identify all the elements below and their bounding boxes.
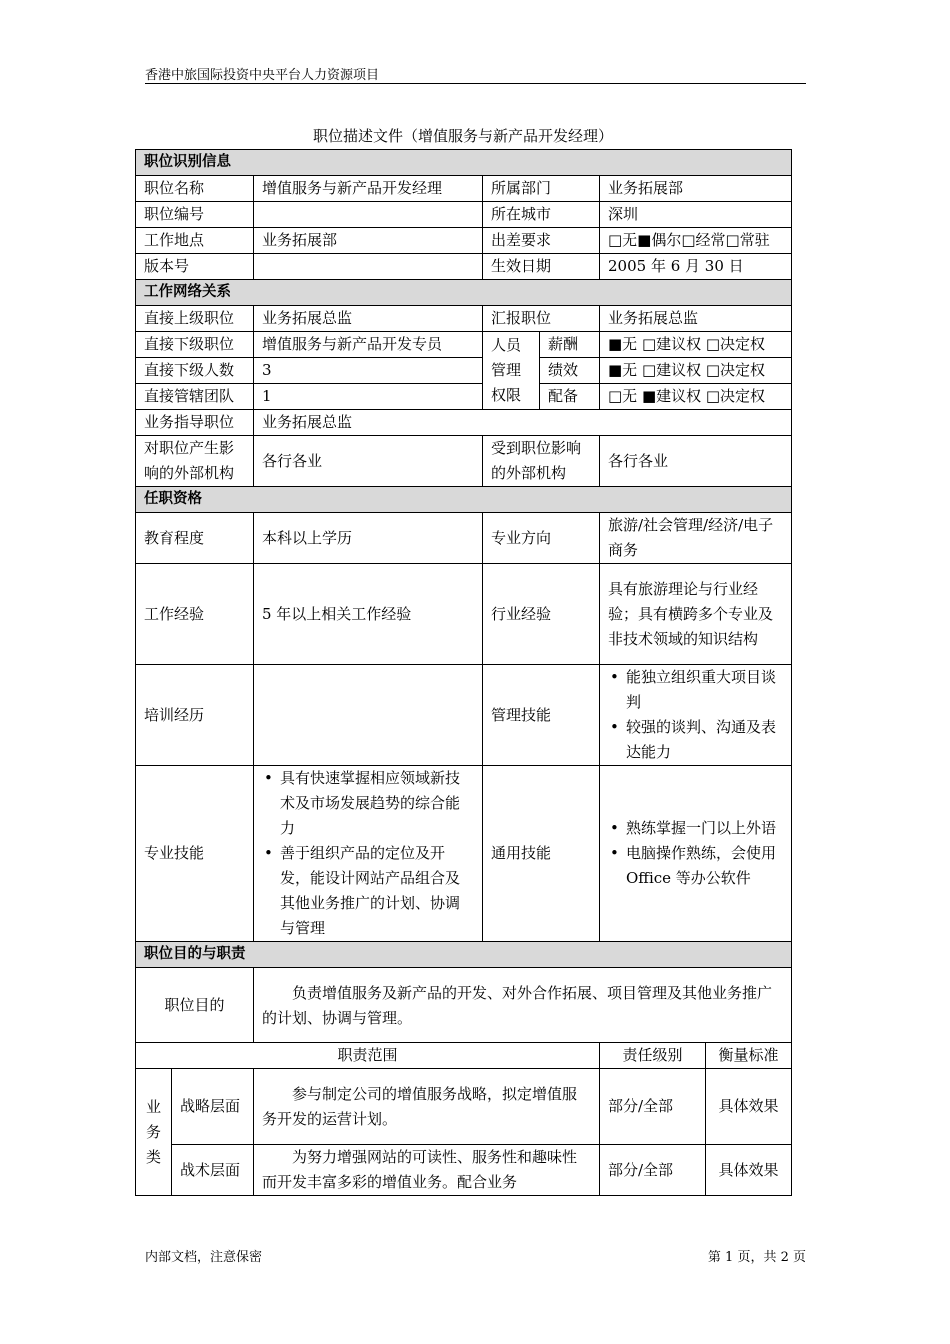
performance-value: ■无 □建议权 □决定权 xyxy=(600,358,792,384)
version-value xyxy=(254,254,483,280)
management-skill-item: • 能独立组织重大项目谈判 xyxy=(626,665,783,715)
subordinate-value: 增值服务与新产品开发专员 xyxy=(254,332,483,358)
salary-label: 薪酬 xyxy=(540,332,600,358)
professional-skill-value xyxy=(254,766,483,942)
guidance-value: 业务拓展总监 xyxy=(254,410,792,436)
header-divider xyxy=(145,83,806,84)
experience-label: 工作经验 xyxy=(136,564,254,665)
report-value: 业务拓展总监 xyxy=(600,306,792,332)
department-label: 所属部门 xyxy=(483,176,600,202)
guidance-label: 业务指导职位 xyxy=(136,410,254,436)
industry-label: 行业经验 xyxy=(483,564,600,665)
major-value: 旅游/社会管理/经济/电子商务 xyxy=(600,513,792,564)
duty-level-name: 战略层面 xyxy=(172,1069,254,1145)
superior-value: 业务拓展总监 xyxy=(254,306,483,332)
report-label: 汇报职位 xyxy=(483,306,600,332)
experience-value: 5 年以上相关工作经验 xyxy=(254,564,483,665)
staffing-value: □无 ■建议权 □决定权 xyxy=(600,384,792,410)
management-skill-value xyxy=(600,665,792,766)
general-skill-item: • 熟练掌握一门以上外语 xyxy=(626,816,783,841)
position-name-label: 职位名称 xyxy=(136,176,254,202)
duty-standard: 具体效果 xyxy=(706,1069,792,1145)
team-label: 直接管辖团队 xyxy=(136,384,254,410)
general-skill-value xyxy=(600,766,792,942)
education-value: 本科以上学历 xyxy=(254,513,483,564)
performance-label: 绩效 xyxy=(540,358,600,384)
professional-skill-label: 专业技能 xyxy=(136,766,254,942)
category-label: 业务类 xyxy=(136,1069,172,1196)
external-affected-value: 各行各业 xyxy=(600,436,792,487)
authority-label-line3: 权限 xyxy=(491,386,522,404)
team-value: 1 xyxy=(254,384,483,410)
purpose-text: 负责增值服务及新产品的开发、对外合作拓展、项目管理及其他业务推广的计划、协调与管理。 xyxy=(254,968,792,1043)
city-label: 所在城市 xyxy=(483,202,600,228)
standard-header: 衡量标准 xyxy=(706,1043,792,1069)
duty-responsibility: 部分/全部 xyxy=(600,1145,706,1196)
job-description-table xyxy=(135,149,792,1196)
header-text: 香港中旅国际投资中央平台人力资源项目 xyxy=(145,68,380,83)
travel-label: 出差要求 xyxy=(483,228,600,254)
section-identity: 职位识别信息 xyxy=(136,150,792,176)
version-label: 版本号 xyxy=(136,254,254,280)
duty-level-name: 战术层面 xyxy=(172,1145,254,1196)
general-skill-item: • 电脑操作熟练，会使用 Office 等办公软件 xyxy=(626,841,783,891)
management-skill-item: • 较强的谈判、沟通及表达能力 xyxy=(626,715,783,765)
position-name-value: 增值服务与新产品开发经理 xyxy=(254,176,483,202)
professional-skill-item: • 具有快速掌握相应领域新技术及市场发展趋势的综合能力 xyxy=(280,766,474,841)
effective-date-value: 2005 年 6 月 30 日 xyxy=(600,254,792,280)
responsibility-level-header: 责任级别 xyxy=(600,1043,706,1069)
subordinate-label: 直接下级职位 xyxy=(136,332,254,358)
authority-label-line2: 管理 xyxy=(491,361,522,379)
management-skill-label: 管理技能 xyxy=(483,665,600,766)
general-skill-label: 通用技能 xyxy=(483,766,600,942)
duty-responsibility: 部分/全部 xyxy=(600,1069,706,1145)
footer-page-number: 第 1 页，共 2 页 xyxy=(707,1250,806,1265)
external-affecting-label: 对职位产生影响的外部机构 xyxy=(136,436,254,487)
major-label: 专业方向 xyxy=(483,513,600,564)
section-qualification: 任职资格 xyxy=(136,487,792,513)
effective-date-label: 生效日期 xyxy=(483,254,600,280)
section-purpose: 职位目的与职责 xyxy=(136,942,792,968)
duty-description: 参与制定公司的增值服务战略，拟定增值服务开发的运营计划。 xyxy=(254,1069,600,1145)
section-network: 工作网络关系 xyxy=(136,280,792,306)
external-affecting-value: 各行各业 xyxy=(254,436,483,487)
subordinate-count-label: 直接下级人数 xyxy=(136,358,254,384)
external-affected-label: 受到职位影响的外部机构 xyxy=(483,436,600,487)
authority-label-line1: 人员 xyxy=(491,336,522,354)
department-value: 业务拓展部 xyxy=(600,176,792,202)
purpose-label: 职位目的 xyxy=(136,968,254,1043)
subordinate-count-value: 3 xyxy=(254,358,483,384)
professional-skill-item: • 善于组织产品的定位及开发，能设计网站产品组合及其他业务推广的计划、协调与管理 xyxy=(280,841,474,941)
travel-value: □无■偶尔□经常□常驻 xyxy=(600,228,792,254)
training-label: 培训经历 xyxy=(136,665,254,766)
footer-confidential: 内部文档，注意保密 xyxy=(145,1250,263,1265)
location-value: 业务拓展部 xyxy=(254,228,483,254)
superior-label: 直接上级职位 xyxy=(136,306,254,332)
position-no-label: 职位编号 xyxy=(136,202,254,228)
duty-standard: 具体效果 xyxy=(706,1145,792,1196)
authority-label xyxy=(483,332,540,410)
duty-description: 为努力增强网站的可读性、服务性和趣味性而开发丰富多彩的增值业务。配合业务 xyxy=(254,1145,600,1196)
document-title: 职位描述文件（增值服务与新产品开发经理） xyxy=(312,127,613,145)
location-label: 工作地点 xyxy=(136,228,254,254)
education-label: 教育程度 xyxy=(136,513,254,564)
position-no-value xyxy=(254,202,483,228)
training-value xyxy=(254,665,483,766)
salary-value: ■无 □建议权 □决定权 xyxy=(600,332,792,358)
city-value: 深圳 xyxy=(600,202,792,228)
scope-header: 职责范围 xyxy=(136,1043,600,1069)
staffing-label: 配备 xyxy=(540,384,600,410)
industry-value: 具有旅游理论与行业经验；具有横跨多个专业及非技术领域的知识结构 xyxy=(600,564,792,665)
